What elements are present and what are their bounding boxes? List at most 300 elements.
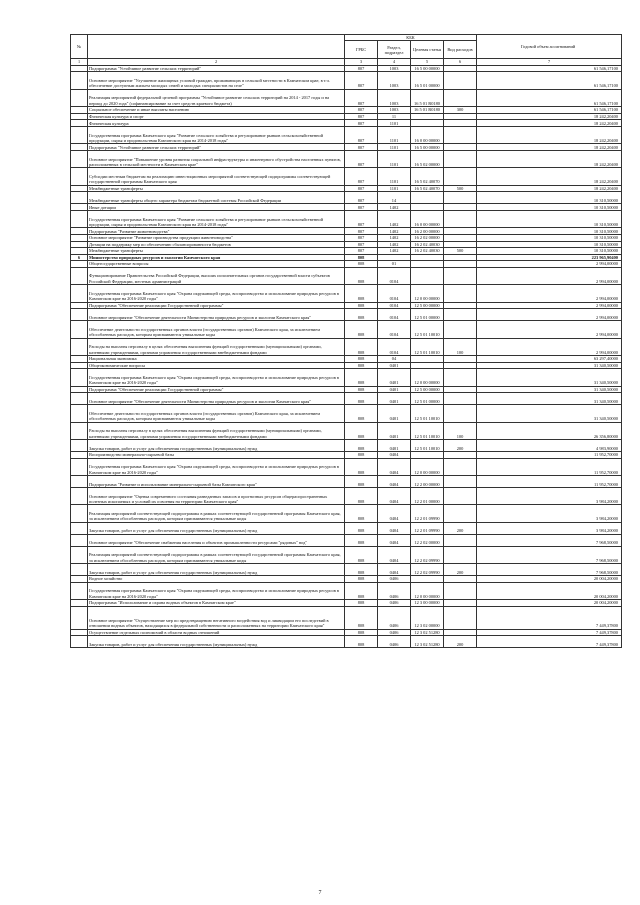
row-num xyxy=(71,422,88,439)
row-vr xyxy=(444,386,477,393)
table-row xyxy=(71,629,622,636)
row-razd: 1402 xyxy=(378,234,411,241)
row-grbs: 808 xyxy=(345,487,378,504)
row-name: Общеэкономические вопросы xyxy=(88,362,345,369)
row-vr xyxy=(444,72,477,89)
row-name: Государственная программа Камчатского края "Охрана окружающей среды, воспроизводство и использование природных ресурсов в Камчатском крае на 2016-2020 годы" xyxy=(88,458,345,475)
table-row xyxy=(71,475,622,487)
row-num xyxy=(71,107,88,114)
row-sum: 2 994,00000 xyxy=(477,321,622,338)
row-cs xyxy=(411,192,444,204)
row-cs: 12 0 00 00000 xyxy=(411,458,444,475)
header-razd: Раздел, подраздел xyxy=(378,41,411,59)
row-sum: 18 242,20400 xyxy=(477,185,622,192)
table-row xyxy=(71,356,622,363)
colnum: 3 xyxy=(345,59,378,65)
row-sum: 7 968,50000 xyxy=(477,534,622,546)
table-row xyxy=(71,168,622,185)
row-num xyxy=(71,600,88,607)
row-razd: 0404 xyxy=(378,458,411,475)
row-vr xyxy=(444,285,477,302)
row-razd: 0104 xyxy=(378,302,411,309)
table-row xyxy=(71,192,622,204)
row-num xyxy=(71,89,88,106)
row-razd: 1402 xyxy=(378,228,411,235)
table-row xyxy=(71,369,622,386)
row-sum: 3 984,20000 xyxy=(477,505,622,522)
row-cs: 12 5 00 00000 xyxy=(411,302,444,309)
row-num xyxy=(71,234,88,241)
row-sum: 10 310,50000 xyxy=(477,228,622,235)
row-sum: 20 004,20000 xyxy=(477,582,622,599)
row-cs: 12 2 01 09990 xyxy=(411,522,444,534)
table-row xyxy=(71,204,622,211)
row-name: Основное мероприятие "Повышение уровня развития социальной инфраструктуры и инженерного обустройства населенных пунктов, расположенных в сельской местности в Камчатском крае" xyxy=(88,150,345,167)
row-sum: 7 968,50000 xyxy=(477,546,622,563)
row-razd: 1101 xyxy=(378,150,411,167)
colnum: 5 xyxy=(411,59,444,65)
row-vr: 500 xyxy=(444,185,477,192)
row-cs: 12 3 02 00000 xyxy=(411,606,444,629)
table-row xyxy=(71,89,622,106)
row-sum: 10 310,50000 xyxy=(477,210,622,227)
row-sum: 4 983,90000 xyxy=(477,439,622,451)
table-row xyxy=(71,386,622,393)
table-row xyxy=(71,522,622,534)
table-row xyxy=(71,241,622,248)
row-sum: 7 449,37800 xyxy=(477,629,622,636)
row-cs xyxy=(411,261,444,268)
row-name: Реализация мероприятий федеральной целевой программы "Устойчивое развитие сельских территорий на 2014 - 2017 годы и на период до 2020 года" (софинансирование за счет средств краевого бюджета) xyxy=(88,89,345,106)
row-cs: 12 3 02 51280 xyxy=(411,636,444,648)
row-cs: 12 2 01 00000 xyxy=(411,487,444,504)
row-razd: 1402 xyxy=(378,241,411,248)
row-num xyxy=(71,534,88,546)
table-row xyxy=(71,234,622,241)
row-razd: 04 xyxy=(378,356,411,363)
row-sum: 2 994,00000 xyxy=(477,261,622,268)
header-sum: Годовой объем ассигнований xyxy=(477,35,622,59)
row-num xyxy=(71,150,88,167)
row-name: Подпрограмма "Устойчивое развитие сельских территорий" xyxy=(88,144,345,151)
header-num: № xyxy=(71,35,88,59)
row-sum: 10 310,50000 xyxy=(477,241,622,248)
row-razd: 0401 xyxy=(378,362,411,369)
row-sum: 31 340,50000 xyxy=(477,386,622,393)
row-num xyxy=(71,185,88,192)
row-grbs: 808 xyxy=(345,576,378,583)
row-sum: 31 340,50000 xyxy=(477,362,622,369)
row-num xyxy=(71,192,88,204)
row-grbs: 807 xyxy=(345,144,378,151)
row-num: 6 xyxy=(71,254,88,261)
row-razd: 0404 xyxy=(378,522,411,534)
row-name: Подпрограмма "Использование и охрана водных объектов в Камчатском крае" xyxy=(88,600,345,607)
row-vr xyxy=(444,234,477,241)
row-sum: 18 242,20400 xyxy=(477,168,622,185)
row-vr: 200 xyxy=(444,439,477,451)
row-grbs: 808 xyxy=(345,546,378,563)
row-num xyxy=(71,321,88,338)
table-row xyxy=(71,362,622,369)
colnum: 4 xyxy=(378,59,411,65)
row-vr xyxy=(444,321,477,338)
table-row xyxy=(71,439,622,451)
row-cs: 12 2 01 09990 xyxy=(411,505,444,522)
header-name xyxy=(88,35,345,59)
row-vr xyxy=(444,204,477,211)
row-razd: 1101 xyxy=(378,126,411,143)
row-grbs: 808 xyxy=(345,386,378,393)
row-name: Основное мероприятие "Обеспечение снабжения населения и объектов промышленности ресурсами "рядовых" вод" xyxy=(88,534,345,546)
row-num xyxy=(71,120,88,127)
row-cs: 12 3 02 51280 xyxy=(411,629,444,636)
row-vr: 100 xyxy=(444,422,477,439)
row-name: Дотации на поддержку мер по обеспечению сбалансированности бюджетов xyxy=(88,241,345,248)
table-row xyxy=(71,261,622,268)
row-num xyxy=(71,267,88,284)
row-razd: 0104 xyxy=(378,267,411,284)
row-sum: 2 994,00000 xyxy=(477,338,622,355)
row-cs: 12 5 01 10010 xyxy=(411,439,444,451)
row-num xyxy=(71,168,88,185)
row-cs: 16 5 01 R0180 xyxy=(411,107,444,114)
row-name: Межбюджетные трансферты xyxy=(88,248,345,255)
row-cs: 12 2 00 00000 xyxy=(411,475,444,487)
row-cs xyxy=(411,113,444,120)
row-razd: 11 xyxy=(378,113,411,120)
row-num xyxy=(71,475,88,487)
row-razd: 1003 xyxy=(378,65,411,72)
row-sum: 2 994,00000 xyxy=(477,302,622,309)
row-cs: 16 2 02 00000 xyxy=(411,234,444,241)
row-grbs: 808 xyxy=(345,261,378,268)
row-sum: 61 546,17100 xyxy=(477,72,622,89)
row-grbs: 808 xyxy=(345,458,378,475)
row-cs: 16 0 00 00000 xyxy=(411,210,444,227)
row-vr xyxy=(444,267,477,284)
row-cs: 16 5 00 00000 xyxy=(411,144,444,151)
table-row xyxy=(71,72,622,89)
row-razd xyxy=(378,254,411,261)
row-grbs: 808 xyxy=(345,606,378,629)
row-grbs: 807 xyxy=(345,210,378,227)
table-row xyxy=(71,144,622,151)
row-cs: 16 2 02 40030 xyxy=(411,241,444,248)
row-grbs: 807 xyxy=(345,120,378,127)
row-cs: 12 3 00 00000 xyxy=(411,600,444,607)
row-name: Министерство природных ресурсов и экологии Камчатского края xyxy=(88,254,345,261)
row-sum: 63 297,40000 xyxy=(477,356,622,363)
row-sum: 20 004,20000 xyxy=(477,600,622,607)
row-vr xyxy=(444,228,477,235)
row-name: Основное мероприятие "Оценка современного состояния разведанных запасов и прогнозных ресурсов общераспространенных полезных ископаемых и условий их освоения на территории Камчатского края" xyxy=(88,487,345,504)
row-sum: 10 310,50000 xyxy=(477,234,622,241)
row-grbs: 807 xyxy=(345,89,378,106)
row-num xyxy=(71,564,88,576)
row-sum: 10 310,50000 xyxy=(477,204,622,211)
row-num xyxy=(71,338,88,355)
row-vr: 200 xyxy=(444,564,477,576)
row-grbs: 808 xyxy=(345,564,378,576)
row-vr xyxy=(444,362,477,369)
row-name: Закупка товаров, работ и услуг для обеспечения государственных (муниципальных) нужд xyxy=(88,439,345,451)
table-row xyxy=(71,451,622,458)
row-name: Государственная программа Камчатского края "Развитие сельского хозяйства и регулирование рынков сельскохозяйственной продукции, сырья и продовольствия Камчатского края на 2014-2018 годы" xyxy=(88,210,345,227)
row-sum: 10 310,50000 xyxy=(477,248,622,255)
row-cs: 16 5 02 40070 xyxy=(411,185,444,192)
row-sum: 31 340,50000 xyxy=(477,369,622,386)
row-num xyxy=(71,65,88,72)
row-name: Межбюджетные трансферты общего характера бюджетам бюджетной системы Российской Федерации xyxy=(88,192,345,204)
row-razd: 0401 xyxy=(378,369,411,386)
row-sum: 11 952,70000 xyxy=(477,458,622,475)
row-vr xyxy=(444,534,477,546)
row-name: Реализация мероприятий соответствующей подпрограммы в рамках соответствующей государственной программы Камчатского края, за исключением обособленных расходов, которым присваиваются уникальные коды xyxy=(88,546,345,563)
row-grbs: 807 xyxy=(345,126,378,143)
row-razd: 0401 xyxy=(378,439,411,451)
row-sum: 20 004,20000 xyxy=(477,576,622,583)
row-vr xyxy=(444,405,477,422)
row-grbs: 807 xyxy=(345,150,378,167)
row-name: Основное мероприятие "Улучшение жилищных условий граждан, проживающих в сельской местности в Камчатском крае, в т.ч. обеспечение доступным жильем молодых семей и молодых специалистов на селе" xyxy=(88,72,345,89)
header-group-kbk: КБК xyxy=(345,35,477,41)
row-razd: 14 xyxy=(378,192,411,204)
table-row xyxy=(71,606,622,629)
row-razd: 0404 xyxy=(378,487,411,504)
row-cs: 16 5 02 40070 xyxy=(411,168,444,185)
row-cs: 12 5 01 10010 xyxy=(411,422,444,439)
row-razd: 1402 xyxy=(378,210,411,227)
row-razd: 0406 xyxy=(378,582,411,599)
row-name: Межбюджетные трансферты xyxy=(88,185,345,192)
row-num xyxy=(71,285,88,302)
row-num xyxy=(71,522,88,534)
row-sum: 7 968,50000 xyxy=(477,564,622,576)
row-cs: 16 5 02 00000 xyxy=(411,150,444,167)
row-razd: 1402 xyxy=(378,248,411,255)
row-grbs: 808 xyxy=(345,338,378,355)
header-grbs: ГРБС xyxy=(345,41,378,59)
row-cs: 12 5 01 10010 xyxy=(411,338,444,355)
row-vr xyxy=(444,210,477,227)
table-row xyxy=(71,321,622,338)
table-row xyxy=(71,254,622,261)
row-cs xyxy=(411,362,444,369)
row-cs: 16 0 00 00000 xyxy=(411,126,444,143)
row-cs xyxy=(411,267,444,284)
row-vr: 100 xyxy=(444,338,477,355)
row-vr xyxy=(444,309,477,321)
row-cs: 16 2 02 40030 xyxy=(411,248,444,255)
row-sum: 3 984,20000 xyxy=(477,487,622,504)
row-name: Подпрограмма "Устойчивое развитие сельских территорий" xyxy=(88,65,345,72)
row-sum: 31 340,50000 xyxy=(477,405,622,422)
row-vr xyxy=(444,168,477,185)
row-vr: 300 xyxy=(444,107,477,114)
row-name: Подпрограмма "Развитие животноводства" xyxy=(88,228,345,235)
row-vr xyxy=(444,126,477,143)
row-cs xyxy=(411,254,444,261)
row-num xyxy=(71,241,88,248)
row-vr xyxy=(444,505,477,522)
row-razd: 0406 xyxy=(378,629,411,636)
row-grbs: 808 xyxy=(345,362,378,369)
row-name: Воспроизводство минерально-сырьевой базы xyxy=(88,451,345,458)
row-razd: 1101 xyxy=(378,144,411,151)
row-name: Подпрограмма "Развитие и использование минерально-сырьевой базы Камчатского края" xyxy=(88,475,345,487)
colnum: 1 xyxy=(71,59,88,65)
colnum: 7 xyxy=(477,59,622,65)
budget-table-page xyxy=(70,34,622,648)
row-name: Основное мероприятие "Обеспечение деятельности Министерства природных ресурсов и экологии Камчатского края" xyxy=(88,309,345,321)
row-num xyxy=(71,451,88,458)
row-razd: 1101 xyxy=(378,168,411,185)
row-cs: 16 5 01 R0180 xyxy=(411,89,444,106)
table-row xyxy=(71,458,622,475)
row-num xyxy=(71,439,88,451)
row-grbs: 807 xyxy=(345,107,378,114)
row-sum: 61 546,17100 xyxy=(477,107,622,114)
row-cs: 12 0 00 00000 xyxy=(411,582,444,599)
row-grbs: 808 xyxy=(345,439,378,451)
row-razd: 0104 xyxy=(378,321,411,338)
row-vr xyxy=(444,576,477,583)
row-grbs: 808 xyxy=(345,405,378,422)
row-grbs: 807 xyxy=(345,72,378,89)
row-grbs: 808 xyxy=(345,451,378,458)
row-cs: 16 5 00 00000 xyxy=(411,65,444,72)
row-num xyxy=(71,248,88,255)
row-vr xyxy=(444,241,477,248)
table-row xyxy=(71,564,622,576)
row-name: Социальное обеспечение и иные выплаты населению xyxy=(88,107,345,114)
row-grbs: 807 xyxy=(345,192,378,204)
row-vr xyxy=(444,487,477,504)
row-razd: 0404 xyxy=(378,546,411,563)
table-row xyxy=(71,120,622,127)
row-sum: 223 965,90400 xyxy=(477,254,622,261)
row-name: Физическая культура и спорт xyxy=(88,113,345,120)
row-num xyxy=(71,393,88,405)
row-name: Государственная программа Камчатского края "Охрана окружающей среды, воспроизводство и использование природных ресурсов в Камчатском крае на 2016-2020 годы" xyxy=(88,582,345,599)
row-vr xyxy=(444,120,477,127)
row-razd: 0104 xyxy=(378,285,411,302)
row-razd: 0406 xyxy=(378,636,411,648)
row-grbs: 808 xyxy=(345,522,378,534)
row-vr: 200 xyxy=(444,522,477,534)
row-num xyxy=(71,309,88,321)
row-sum: 61 546,17100 xyxy=(477,65,622,72)
row-vr xyxy=(444,302,477,309)
row-num xyxy=(71,487,88,504)
row-vr xyxy=(444,369,477,386)
row-num xyxy=(71,629,88,636)
row-vr xyxy=(444,356,477,363)
row-grbs: 808 xyxy=(345,393,378,405)
row-vr xyxy=(444,458,477,475)
row-name: Реализация мероприятий соответствующей подпрограммы в рамках соответствующей государственной программы Камчатского края, за исключением обособленных расходов, которым присваиваются уникальные коды xyxy=(88,505,345,522)
row-razd: 0404 xyxy=(378,534,411,546)
row-num xyxy=(71,369,88,386)
row-num xyxy=(71,113,88,120)
row-grbs: 808 xyxy=(345,356,378,363)
row-razd: 0406 xyxy=(378,576,411,583)
row-sum: 2 994,00000 xyxy=(477,267,622,284)
row-cs: 12 2 02 09990 xyxy=(411,546,444,563)
table-row xyxy=(71,210,622,227)
row-grbs: 808 xyxy=(345,534,378,546)
row-sum: 26 356,80000 xyxy=(477,422,622,439)
row-name: Общегосударственные вопросы xyxy=(88,261,345,268)
row-name: Подпрограмма "Обеспечение реализации Государственной программы" xyxy=(88,302,345,309)
row-num xyxy=(71,458,88,475)
row-grbs: 808 xyxy=(345,505,378,522)
row-grbs: 808 xyxy=(345,636,378,648)
row-sum: 10 310,50000 xyxy=(477,192,622,204)
row-grbs: 807 xyxy=(345,113,378,120)
row-cs: 12 5 01 10010 xyxy=(411,405,444,422)
row-sum: 18 242,20400 xyxy=(477,150,622,167)
row-vr xyxy=(444,600,477,607)
row-num xyxy=(71,356,88,363)
row-razd: 1101 xyxy=(378,120,411,127)
row-grbs: 808 xyxy=(345,629,378,636)
row-razd: 0404 xyxy=(378,564,411,576)
row-razd: 01 xyxy=(378,261,411,268)
colnum: 2 xyxy=(88,59,345,65)
row-vr xyxy=(444,629,477,636)
row-name: Подпрограмма "Обеспечение реализации Государственной программы" xyxy=(88,386,345,393)
row-vr xyxy=(444,113,477,120)
row-razd: 1003 xyxy=(378,89,411,106)
row-name: Физическая культура xyxy=(88,120,345,127)
row-name: Иные дотации xyxy=(88,204,345,211)
header-cs: Целевая статья xyxy=(411,41,444,59)
row-num xyxy=(71,576,88,583)
row-cs xyxy=(411,204,444,211)
row-vr xyxy=(444,254,477,261)
row-num xyxy=(71,386,88,393)
row-vr xyxy=(444,606,477,629)
table-row xyxy=(71,636,622,648)
row-cs xyxy=(411,451,444,458)
row-num xyxy=(71,204,88,211)
table-row xyxy=(71,302,622,309)
row-grbs: 807 xyxy=(345,234,378,241)
colnum: 6 xyxy=(444,59,477,65)
table-row xyxy=(71,107,622,114)
row-num xyxy=(71,582,88,599)
row-num xyxy=(71,362,88,369)
row-num xyxy=(71,636,88,648)
table-row xyxy=(71,185,622,192)
row-razd: 0404 xyxy=(378,451,411,458)
row-sum: 7 449,37800 xyxy=(477,636,622,648)
row-cs: 12 0 00 00000 xyxy=(411,285,444,302)
row-grbs: 808 xyxy=(345,582,378,599)
row-name: Основное мероприятие "Осуществление мер по предотвращению негативного воздействия вод и ликвидации его последствий в отношении водных объектов, находящихся в федеральной собственности и расположенных на территории Камчатского края" xyxy=(88,606,345,629)
row-razd: 0406 xyxy=(378,600,411,607)
row-name: Закупка товаров, работ и услуг для обеспечения государственных (муниципальных) нужд xyxy=(88,636,345,648)
row-cs: 12 5 01 00000 xyxy=(411,393,444,405)
row-name: Основное мероприятие "Обеспечение деятельности Министерства природных ресурсов и экологии Камчатского края" xyxy=(88,393,345,405)
row-grbs: 808 xyxy=(345,254,378,261)
row-sum: 11 952,70000 xyxy=(477,451,622,458)
table-row xyxy=(71,405,622,422)
row-grbs: 807 xyxy=(345,65,378,72)
row-num xyxy=(71,126,88,143)
